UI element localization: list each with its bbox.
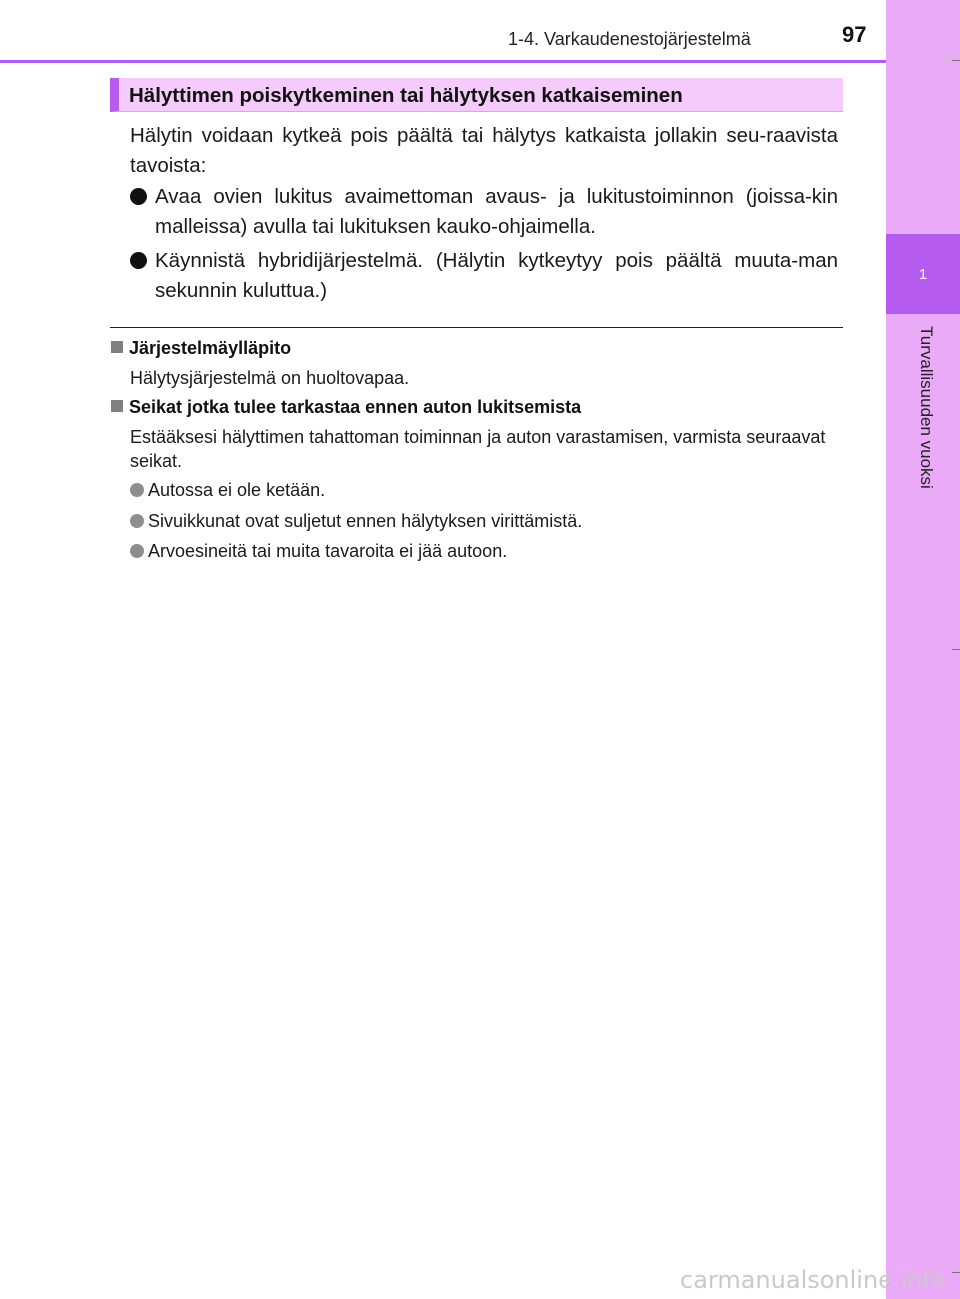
watermark: carmanualsonline.info xyxy=(680,1266,946,1294)
chapter-tab-number: 1 xyxy=(886,234,960,314)
list-item-text: Käynnistä hybridijärjestelmä. (Hälytin kytkeytyy pois päältä muuta-man sekunnin kuluttua.) xyxy=(155,249,838,302)
note-body: Estääksesi hälyttimen tahattoman toiminnan ja auton varastamisen, varmista seuraavat seikat. xyxy=(130,427,826,471)
crop-mark xyxy=(952,1272,960,1273)
bullet-icon xyxy=(130,544,144,558)
list-item xyxy=(130,246,838,306)
page-number: 97 xyxy=(842,22,867,47)
list-item xyxy=(130,511,582,532)
list-item-text: Avaa ovien lukitus avaimettoman avaus- ja lukitustoiminnon (joissa-kin malleissa) avulla tai lukituksen kauko-ohjaimella. xyxy=(155,185,838,238)
list-item xyxy=(130,541,507,562)
list-item xyxy=(130,182,838,242)
chapter-label: Turvallisuuden vuoksi xyxy=(917,326,936,489)
chapter-title: 1-4. Varkaudenestojärjestelmä xyxy=(508,29,751,49)
note-body: Hälytysjärjestelmä on huoltovapaa. xyxy=(130,368,410,388)
chapter-sidebar xyxy=(886,0,960,1299)
section-title: Hälyttimen poiskytkeminen tai hälytyksen katkaiseminen xyxy=(129,84,683,107)
note-heading xyxy=(111,397,581,418)
bullet-icon xyxy=(130,188,147,205)
note-heading-text: Seikat jotka tulee tarkastaa ennen auton lukitsemista xyxy=(129,397,582,417)
section-intro: Hälytin voidaan kytkeä pois päältä tai hälytys katkaista jollakin seu-raavista tavoista: xyxy=(130,124,838,177)
list-item-text: Arvoesineitä tai muita tavaroita ei jää autoon. xyxy=(148,541,508,561)
bullet-icon xyxy=(130,252,147,269)
notes-divider xyxy=(110,327,843,328)
square-bullet-icon xyxy=(111,341,123,353)
note-heading xyxy=(111,338,291,359)
list-item-text: Sivuikkunat ovat suljetut ennen hälytyksen virittämistä. xyxy=(148,511,583,531)
list-item-text: Autossa ei ole ketään. xyxy=(148,480,326,500)
header-divider xyxy=(0,60,886,63)
note-heading-text: Järjestelmäylläpito xyxy=(129,338,292,358)
list-item xyxy=(130,480,325,501)
crop-mark xyxy=(952,60,960,61)
square-bullet-icon xyxy=(111,400,123,412)
bullet-icon xyxy=(130,514,144,528)
bullet-icon xyxy=(130,483,144,497)
crop-mark xyxy=(952,649,960,650)
section-header xyxy=(110,78,843,112)
